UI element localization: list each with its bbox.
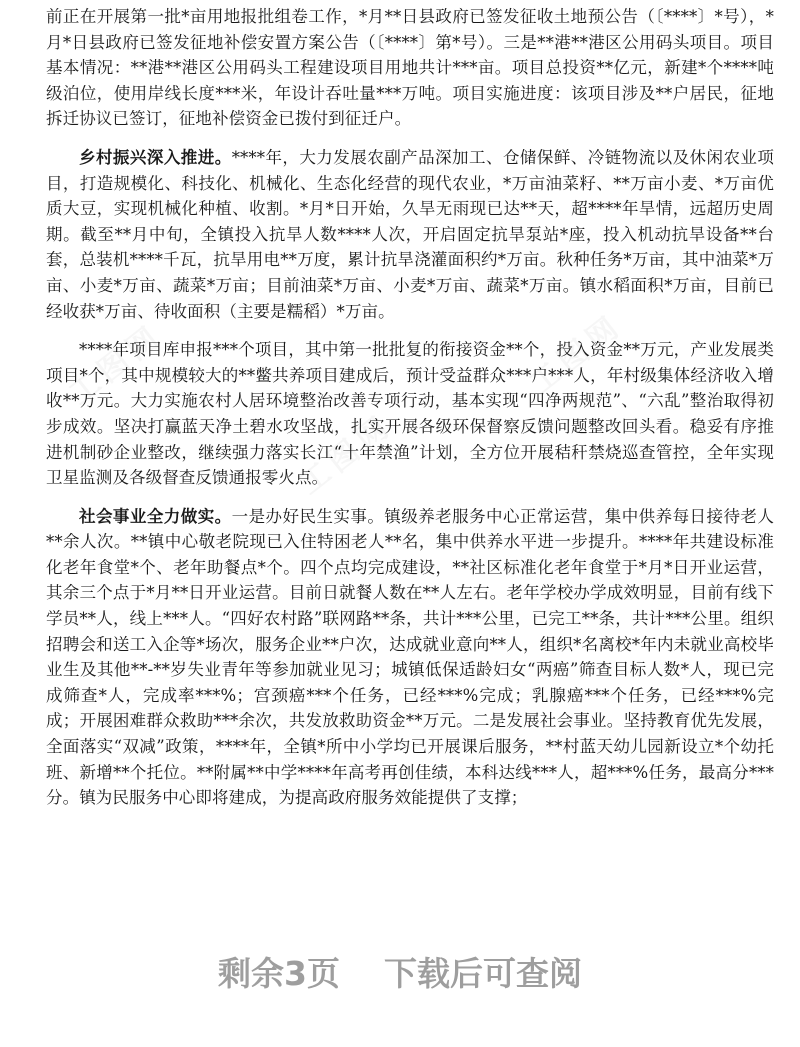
paragraph-text: 前正在开展第一批*亩用地报批组卷工作，*月**日县政府已签发征收土地预公告（〔****〕*号），*月*日县政府已签发征地补偿安置方案公告（〔****〕第*号）。三是**港**港区公用码头项目。项目基本情况：**港**港区公用码头工程建设项目用地共计***亩。项目总投资**亿元，新建*个****吨级泊位，使用岸线长度***米，年设计吞吐量***万吨。项目实施进度：该项目涉及**户居民，征地拆迁协议已签订，征地补偿资金已拨付到征迁户。 (46, 7, 774, 129)
paragraph (46, 504, 774, 811)
paragraph-text: ****年项目库申报***个项目，其中第一批批复的衔接资金**个，投入资金**万元，产业发展类项目*个，其中规模较大的**鳖共养项目建成后，预计受益群众***户***人，年村级集体经济收入增收**万元。大力实施农村人居环境整治改善专项行动，基本实现“四净两规范”、“六乱”整治取得初步成效。坚决打赢蓝天净土碧水攻坚战，扎实开展各级环保督察反馈问题整改回头看。稳妥有序推进机制砂企业整改，继续强力落实长江“十年禁渔”计划，全方位开展秸秆禁烧巡查管控，全年实现卫星监测及各级督查反馈通报零火点。 (46, 340, 774, 488)
watermark: 工图网 (62, 317, 170, 412)
paragraph (46, 337, 774, 491)
paragraph-text: 一是办好民生实事。镇级养老服务中心正常运营，集中供养每日接待老人**余人次。**镇中心敬老院现已入住特困老人**名，集中供养水平进一步提升。****年共建设标准化老年食堂*个、老年助餐点*个。四个点均完成建设，**社区标准化老年食堂于*月*日开业运营，其余三个点于*月**日开业运营。目前日就餐人数在**人左右。老年学校办学成效明显，目前有线下学员**人，线上***人。“四好农村路”联网路**条，共计***公里，已完工**条，共计***公里。组织招聘会和送工入企等*场次，服务企业**户次，达成就业意向**人，组织*名离校*年内未就业高校毕业生及其他**-**岁失业青年等参加就业见习；城镇低保适龄妇女“两癌”筛查目标人数*人，现已完成筛查*人，完成率***%；宫颈癌***个任务，已经***%完成；乳腺癌***个任务，已经***%完成；开展困难群众救助***余次，共发放救助资金**万元。二是发展社会事业。坚持教育优先发展，全面落实“双减”政策，****年，全镇*所中小学均已开展课后服务，**村蓝天幼儿园新设立*个幼托班、新增**个托位。**附属**中学****年高考再创佳绩，本科达线***人，超***%任务，最高分***分。镇为民服务中心即将建成，为提高政府服务效能提供了支撑； (46, 506, 774, 808)
watermark: 工图网 (292, 407, 400, 502)
document-body (46, 4, 774, 811)
paragraph (46, 4, 774, 132)
remaining-pages-label: 剩余3页 (218, 954, 340, 993)
download-banner[interactable] (0, 948, 800, 995)
paragraph-lead-heading: 乡村振兴深入推进。 (79, 147, 232, 167)
watermark: 工图网 (522, 307, 630, 402)
paragraph-lead-heading: 社会事业全力做实。 (79, 506, 232, 526)
paragraph (46, 145, 774, 324)
paragraph-text: ****年，大力发展农副产品深加工、仓储保鲜、冷链物流以及休闲农业项目，打造规模化、科技化、机械化、生态化经营的现代农业，*万亩油菜籽、**万亩小麦、*万亩优质大豆，实现机械化种植、收割。*月*日开始，久旱无雨现已达**天，超****年旱情，远超历史周期。截至**月中旬，全镇投入抗旱人数****人次，开启固定抗旱泵站*座，投入机动抗旱设备**台套，总装机****千瓦，抗旱用电**万度，累计抗旱浇灌面积约*万亩。秋种任务*万亩，其中油菜*万亩、小麦*万亩、蔬菜*万亩；目前油菜*万亩、小麦*万亩、蔬菜*万亩。镇水稻面积*万亩，目前已经收获*万亩、待收面积（主要是糯稻）*万亩。 (46, 147, 775, 321)
download-to-read-link[interactable]: 下载后可查阅 (383, 954, 582, 993)
